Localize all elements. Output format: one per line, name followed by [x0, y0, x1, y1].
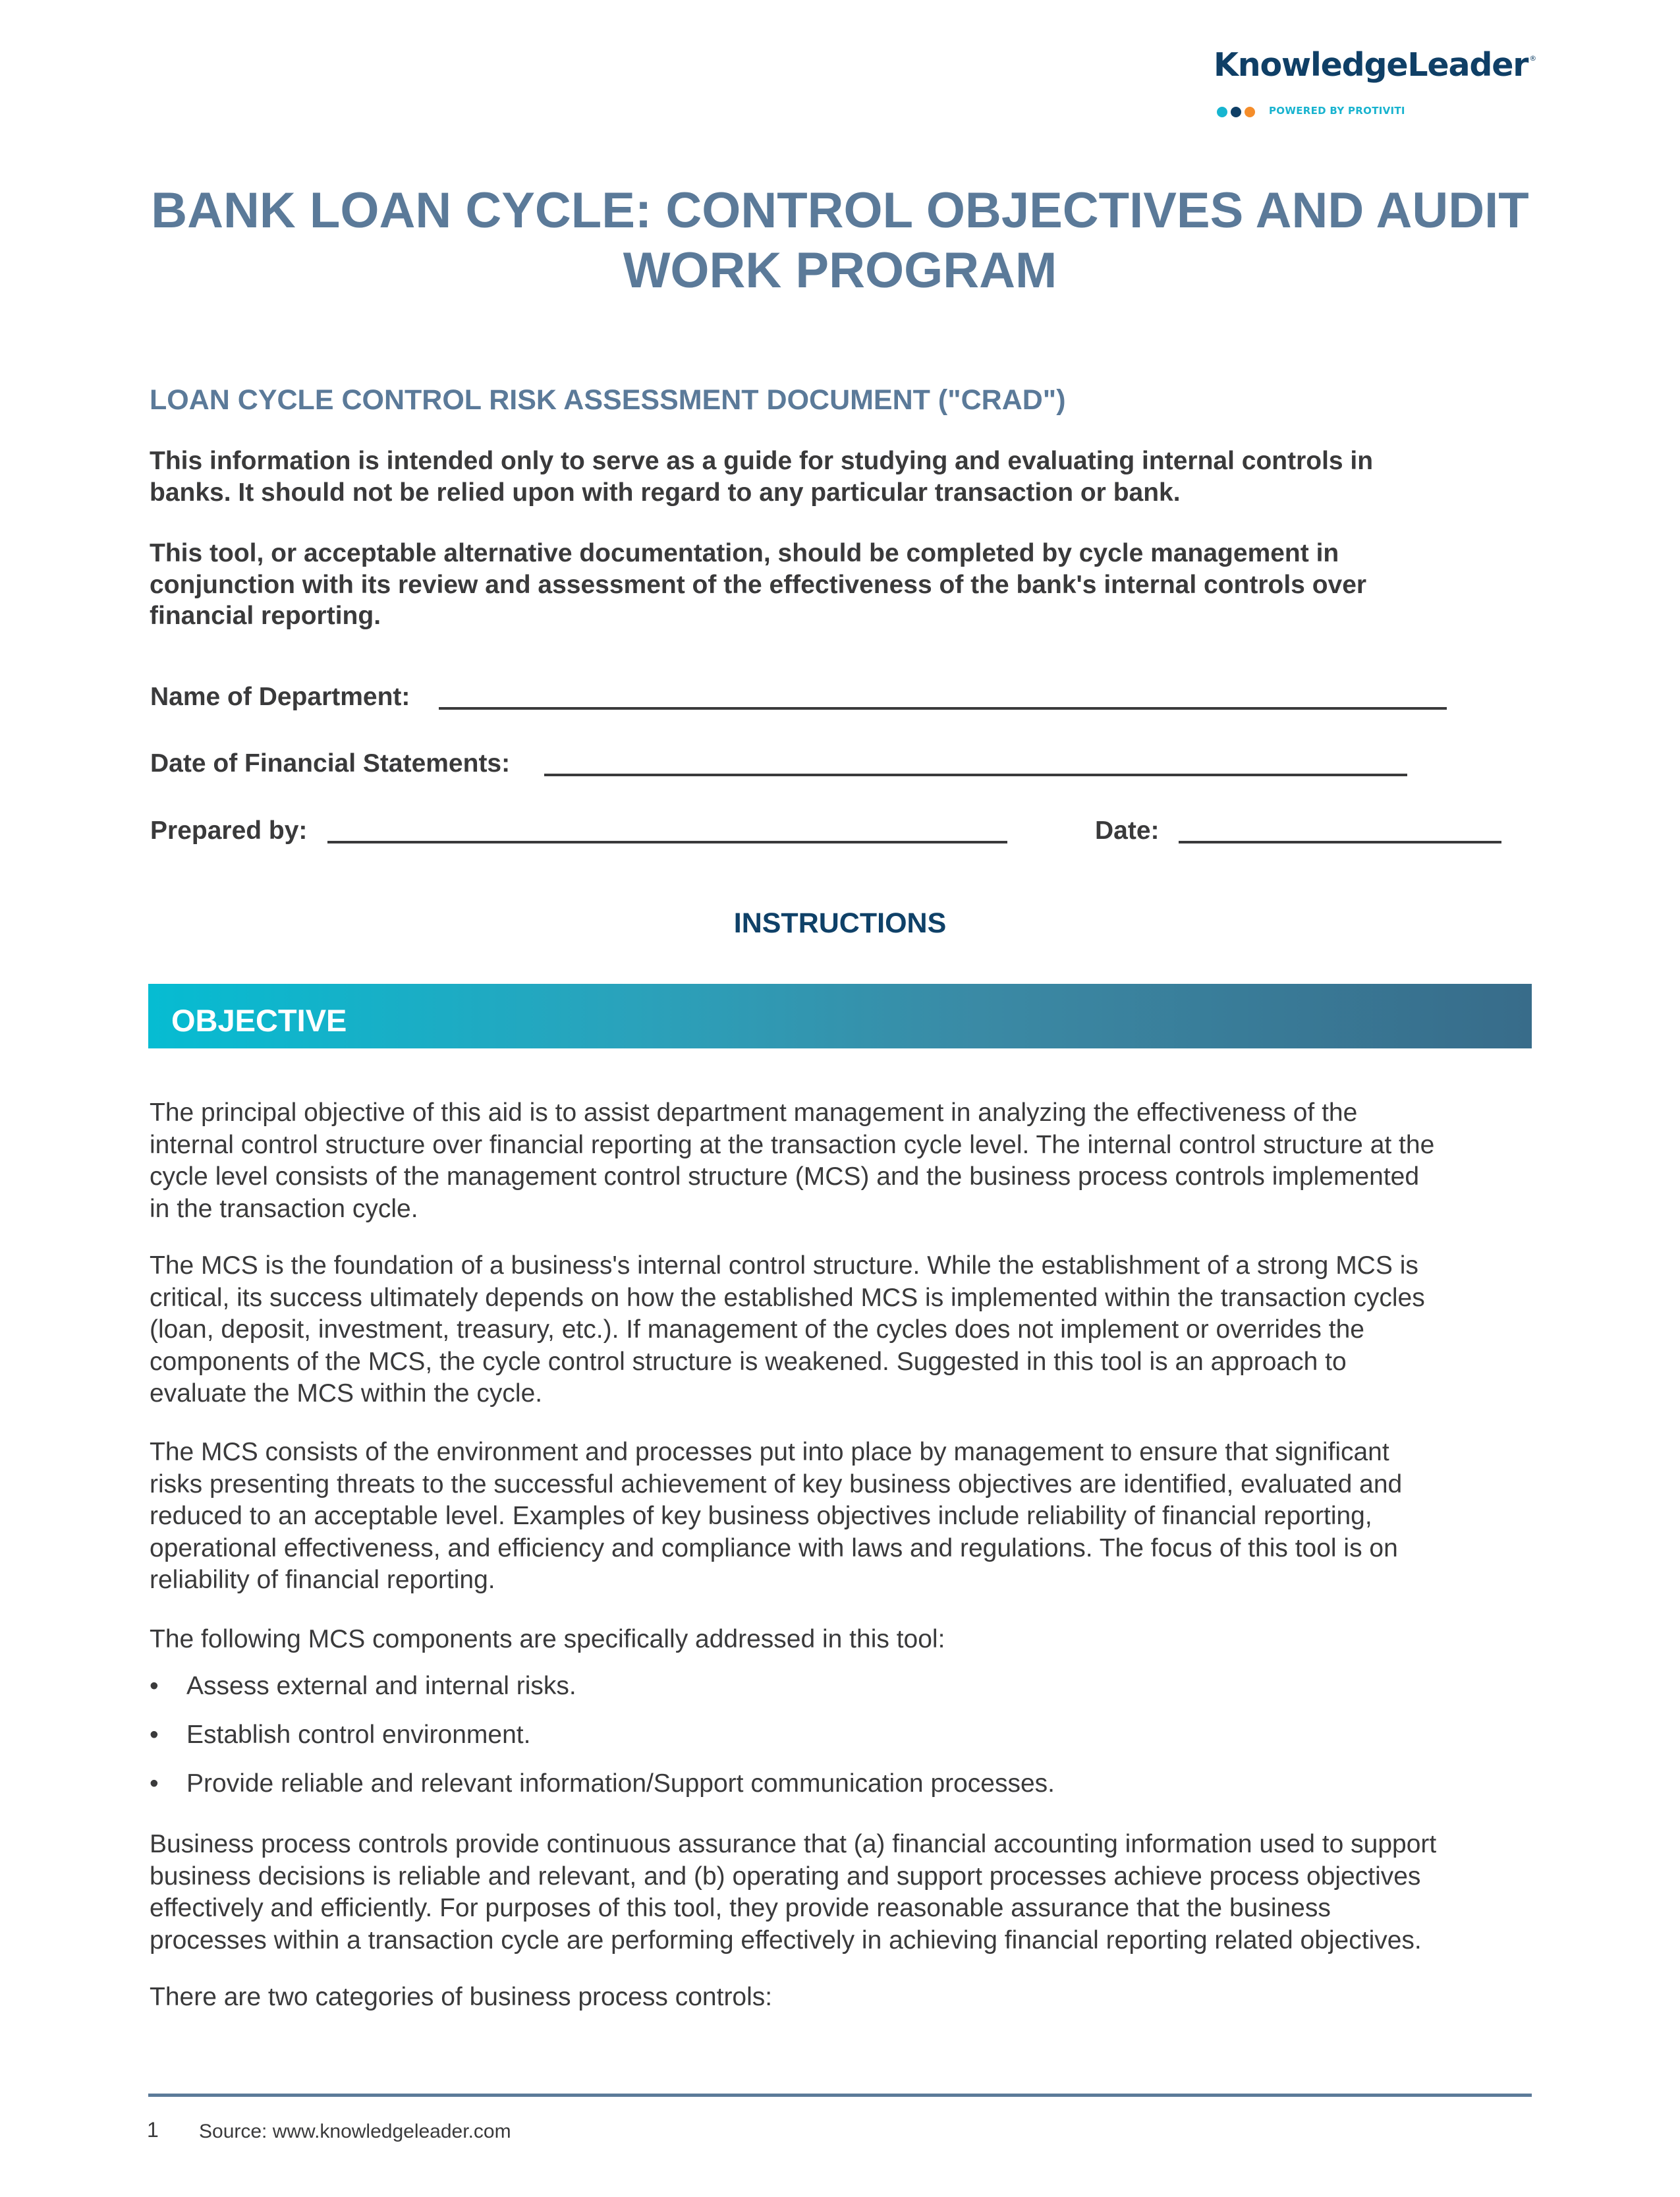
body-paragraph-5 [150, 1829, 1436, 1956]
registered-mark: ® [1529, 54, 1536, 63]
bullet-icon: • [150, 1769, 159, 1798]
body-paragraph-1 [150, 1097, 1434, 1225]
logo-dot-navy-icon [1231, 107, 1241, 117]
objective-section-banner [148, 984, 1532, 1048]
body-line: The MCS consists of the environment and processes put into place by management to ensure that significant [150, 1438, 1389, 1466]
body-line: business decisions is reliable and relevant, and (b) operating and support processes achieve process objectives [150, 1862, 1421, 1891]
bullet-text: Establish control environment. [186, 1721, 531, 1749]
document-title-line-1: BANK LOAN CYCLE: CONTROL OBJECTIVES AND AUDIT [151, 183, 1529, 239]
intro-line: financial reporting. [150, 602, 381, 630]
instructions-heading: INSTRUCTIONS [733, 907, 947, 939]
body-line: There are two categories of business process controls: [150, 1983, 773, 2011]
body-line: internal control structure over financial reporting at the transaction cycle level. The internal control structure at the [150, 1130, 1435, 1159]
body-line: risks presenting threats to the successful achievement of key business objectives are identified, evaluated and [150, 1469, 1403, 1498]
body-line: effectively and efficiently. For purposes of this tool, they provide reasonable assurance that the business [150, 1894, 1331, 1922]
fs-date-field[interactable] [544, 774, 1407, 776]
logo-wordmark [1214, 46, 1536, 84]
logo-dot-orange-icon [1245, 107, 1255, 117]
bullet-icon: • [150, 1721, 159, 1749]
footer-divider [148, 2094, 1532, 2097]
prepared-by-field[interactable] [327, 841, 1007, 843]
intro-paragraph-2 [150, 538, 1366, 632]
bullet-icon: • [150, 1672, 159, 1700]
body-line: components of the MCS, the cycle control structure is weakened. Suggested in this tool is an approach to [150, 1347, 1347, 1376]
body-line: cycle level consists of the management control structure (MCS) and the business process controls implemented [150, 1162, 1420, 1191]
fs-date-label: Date of Financial Statements: [150, 749, 511, 778]
body-line: The following MCS components are specifically addressed in this tool: [150, 1625, 945, 1653]
body-line: evaluate the MCS within the cycle. [150, 1379, 543, 1408]
body-paragraph-4 [150, 1624, 945, 1656]
body-line: reliability of financial reporting. [150, 1566, 495, 1594]
intro-paragraph-1 [150, 445, 1373, 508]
objective-section-title: OBJECTIVE [171, 1003, 347, 1038]
bullet-text: Assess external and internal risks. [186, 1672, 576, 1700]
body-line: (loan, deposit, investment, treasury, etc.). If management of the cycles does not implement or overrides the [150, 1315, 1364, 1344]
body-line: in the transaction cycle. [150, 1194, 418, 1223]
body-line: processes within a transaction cycle are performing effectively in achieving financial reporting related objectives. [150, 1926, 1422, 1954]
department-field[interactable] [439, 707, 1447, 710]
department-label: Name of Department: [150, 683, 410, 711]
date-label: Date: [1095, 816, 1160, 845]
logo-tagline: POWERED BY PROTIVITI [1269, 105, 1405, 117]
document-subtitle: LOAN CYCLE CONTROL RISK ASSESSMENT DOCUMENT ("CRAD") [150, 384, 1066, 416]
intro-line: This information is intended only to serve as a guide for studying and evaluating internal controls in [150, 447, 1374, 475]
logo-dot-cyan-icon [1217, 107, 1227, 117]
document-title-line-2: WORK PROGRAM [623, 243, 1057, 299]
date-field[interactable] [1179, 841, 1501, 843]
body-line: critical, its success ultimately depends on how the established MCS is implemented within the transaction cycles [150, 1283, 1425, 1312]
body-paragraph-3 [150, 1437, 1402, 1597]
body-paragraph-6 [150, 1982, 772, 2014]
body-line: The principal objective of this aid is to assist department management in analyzing the effectiveness of the [150, 1098, 1358, 1127]
footer-source: Source: www.knowledgeleader.com [199, 2121, 511, 2142]
body-line: The MCS is the foundation of a business's internal control structure. While the establishment of a strong MCS is [150, 1251, 1418, 1280]
prepared-by-label: Prepared by: [150, 816, 308, 845]
body-line: operational effectiveness, and efficiency and compliance with laws and regulations. The focus of this tool is on [150, 1533, 1398, 1562]
intro-line: banks. It should not be relied upon with regard to any particular transaction or bank. [150, 478, 1181, 507]
body-line: Business process controls provide continuous assurance that (a) financial accounting information used to support [150, 1830, 1437, 1858]
intro-line: conjunction with its review and assessment of the effectiveness of the bank's internal controls over [150, 570, 1367, 599]
document-title [0, 181, 1680, 300]
logo-name: KnowledgeLeader [1214, 46, 1528, 84]
bullet-text: Provide reliable and relevant information/Support communication processes. [186, 1769, 1055, 1798]
body-line: reduced to an acceptable level. Examples of key business objectives include reliability of financial reporting, [150, 1502, 1372, 1530]
page-number: 1 [147, 2118, 159, 2142]
logo-dots-icon [1217, 107, 1255, 117]
intro-line: This tool, or acceptable alternative documentation, should be completed by cycle management in [150, 539, 1339, 567]
body-paragraph-2 [150, 1250, 1425, 1410]
